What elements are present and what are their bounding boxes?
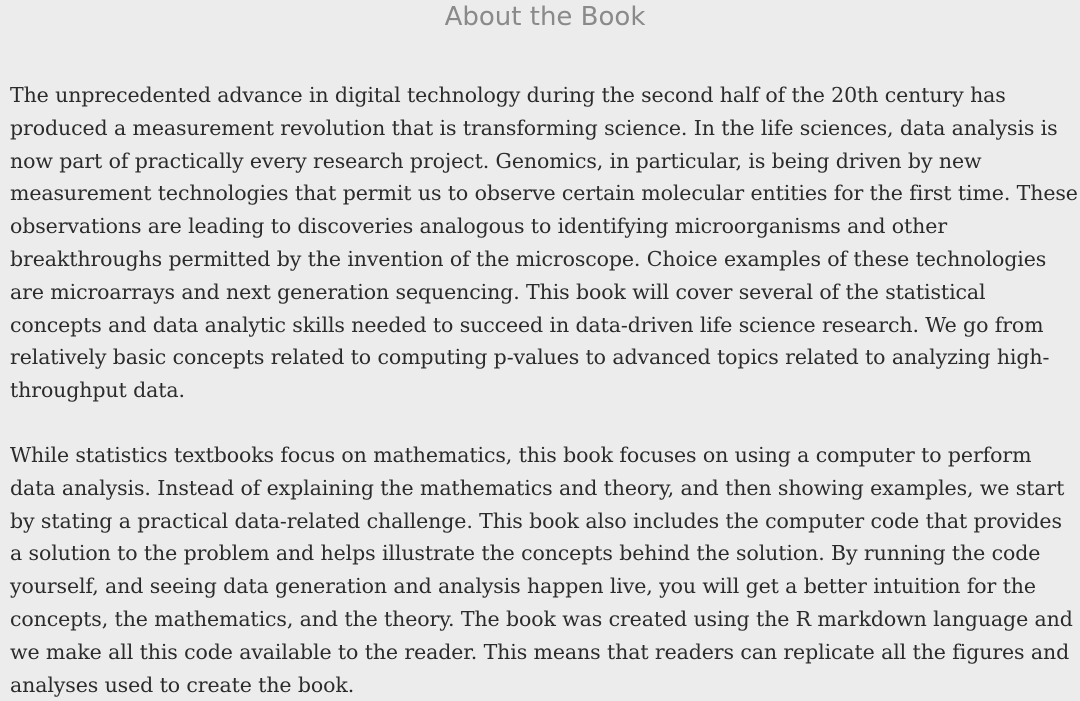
page-title: About the Book [444, 2, 646, 32]
intro-paragraph: The unprecedented advance in digital technology during the second half of the 20th century has produced a measurement revolution that is transforming science. In the life sciences, data analysis is now part of practically every research project. Genomics, in particular, is being driven by new measurement technologies that permit us to observe certain molecular entities for the first time. These observations are leading to discoveries analogous to identifying microorganisms and other breakthroughs permitted by the invention of the microscope. Choice examples of these technologies are microarrays and next generation sequencing. This book will cover several of the statistical concepts and data analytic skills needed to succeed in data-driven life science research. We go from relatively basic concepts related to computing p-values to advanced topics related to analyzing high-throughput data. [10, 83, 1078, 403]
approach-paragraph: While statistics textbooks focus on mathematics, this book focuses on using a computer to perform data analysis. Instead of explaining the mathematics and theory, and then showing examples, we start by stating a practical data-related challenge. This book also includes the computer code that provides a solution to the problem and helps illustrate the concepts behind the solution. By running the code yourself, and seeing data generation and analysis happen live, you will get a better intuition for the concepts, the mathematics, and the theory. The book was created using the R markdown language and we make all this code available to the reader. This means that readers can replicate all the figures and analyses used to create the book. [10, 442, 1073, 697]
